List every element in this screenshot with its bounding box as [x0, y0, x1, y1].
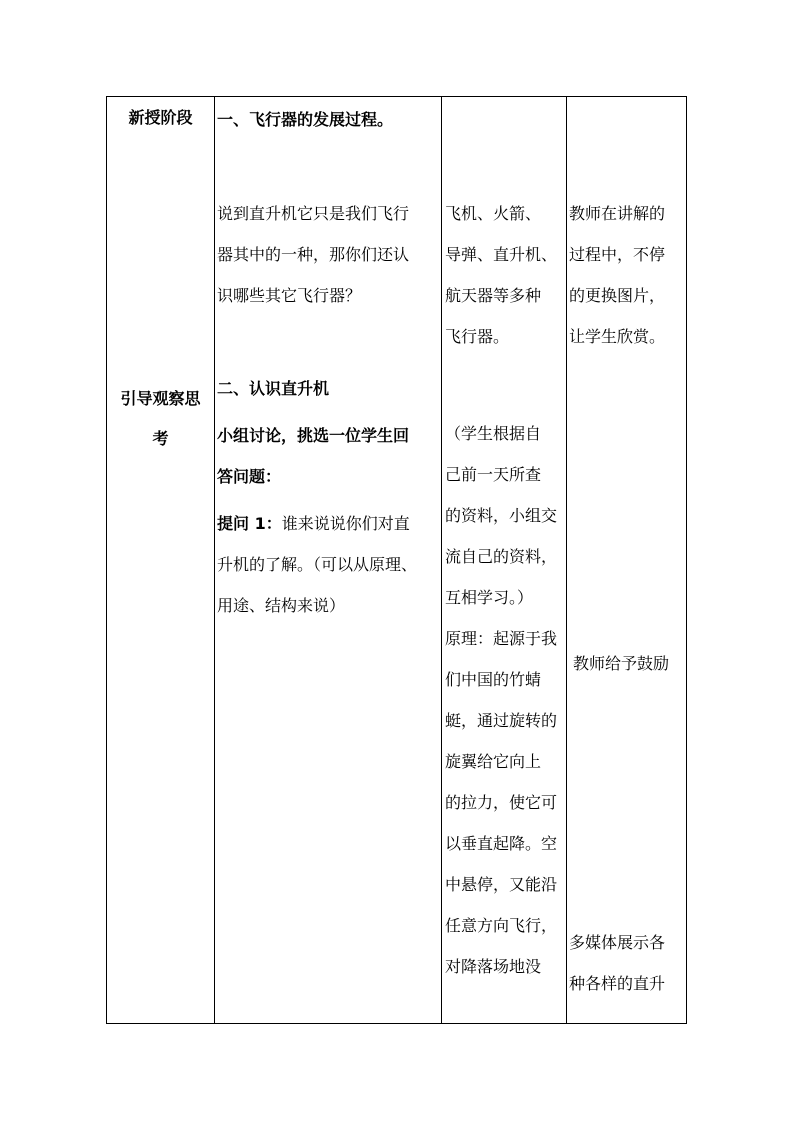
column-divider: [214, 97, 215, 1023]
column-divider: [566, 97, 567, 1023]
lesson-plan-table: [106, 96, 687, 1024]
question-line: 升机的了解。（可以从原理、: [217, 555, 418, 574]
principle-line: 中悬停，又能沿: [445, 875, 558, 894]
question-1: [217, 503, 417, 626]
answer-line: 飞行器。: [445, 327, 510, 346]
principle-line: 任意方向飞行，: [445, 916, 558, 935]
research-line: 的资料，小组交: [445, 506, 558, 525]
question-line: 用途、结构来说）: [217, 596, 346, 615]
research-line: 互相学习。）: [445, 588, 534, 607]
research-line: 流自己的资料，: [445, 547, 558, 566]
question-label: 提问 1：: [217, 514, 282, 533]
principle-line: 蜓，通过旋转的: [445, 711, 558, 730]
principle-label: 原理：: [445, 629, 494, 648]
answer-line: 飞机、火箭、: [445, 204, 542, 223]
principle-line: 旋翼给它向上: [445, 752, 542, 771]
heading-know-helicopter: 二、认识直升机: [217, 379, 330, 398]
principle-text: 起源于我: [493, 629, 558, 648]
stage-guide-line-1: 引导观察思: [120, 389, 201, 408]
intent-image-appreciation: [569, 193, 665, 357]
research-line: （学生根据自: [445, 424, 542, 443]
answer-line: 航天器等多种: [445, 286, 542, 305]
principle-line: 们中国的竹蜻: [445, 670, 542, 689]
student-answer-aircraft: [445, 193, 557, 357]
column-divider: [441, 97, 442, 1023]
intent-line: 让学生欣赏。: [569, 327, 666, 346]
paragraph-helicopter-intro: [217, 193, 409, 316]
stage-new-teaching: 新授阶段: [128, 108, 193, 127]
group-discussion: [217, 415, 409, 497]
intent-encouragement: 教师给予鼓励: [573, 654, 670, 673]
paragraph-line: 说到直升机它只是我们飞行: [217, 204, 410, 223]
intent-line: 过程中，不停: [569, 245, 666, 264]
research-line: 己前一天所查: [445, 465, 542, 484]
paragraph-line: 识哪些其它飞行器？: [217, 286, 362, 305]
intent-line: 多媒体展示各: [569, 933, 666, 952]
student-research-exchange: [445, 413, 557, 987]
stage-guide-line-2: 考: [152, 429, 169, 448]
answer-line: 导弹、直升机、: [445, 245, 558, 264]
group-discussion-line: 小组讨论，挑选一位学生回: [217, 426, 410, 445]
intent-multimedia-display: [569, 922, 665, 1004]
group-discussion-line: 答问题：: [217, 467, 282, 486]
principle-line: 以垂直起降。空: [445, 834, 558, 853]
intent-line: 教师在讲解的: [569, 204, 666, 223]
paragraph-line: 器其中的一种，那你们还认: [217, 245, 410, 264]
heading-aircraft-development: 一、飞行器的发展过程。: [217, 110, 394, 129]
intent-line: 的更换图片，: [569, 286, 666, 305]
principle-line: 的拉力，使它可: [445, 793, 558, 812]
intent-line: 种各样的直升: [569, 974, 666, 993]
stage-guide-observe: [107, 379, 214, 459]
question-text: 谁来说说你们对直: [281, 514, 410, 533]
principle-line: 对降落场地没: [445, 957, 542, 976]
